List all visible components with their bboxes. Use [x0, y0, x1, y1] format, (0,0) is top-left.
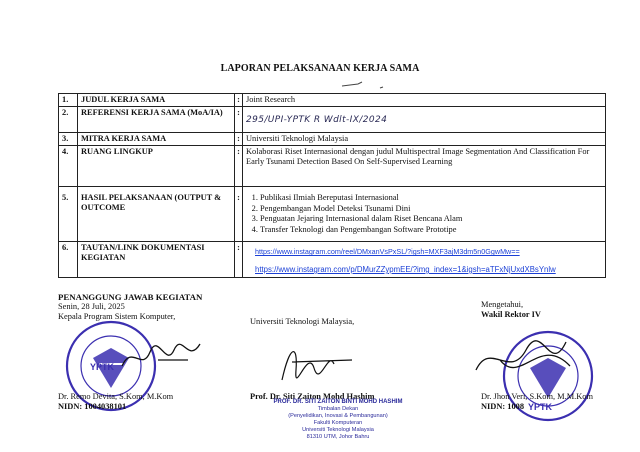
right-known: Mengetahui,	[481, 300, 524, 309]
table-row: 1. JUDUL KERJA SAMA : Joint Research	[59, 94, 606, 107]
right-signatory	[481, 392, 593, 412]
left-role: Kepala Program Sistem Komputer,	[58, 312, 176, 321]
stamp-logo-right: YPTK	[528, 402, 553, 412]
row-label: TAUTAN/LINK DOKUMENTASI KEGIATAN	[78, 242, 235, 278]
row-label: RUANG LINGKUP	[78, 146, 235, 187]
row-value: Kolaborasi Riset Internasional dengan judul Multispectral Image Segmentation And Classification For Early Tsunami Detection Based On Self-Supervised Learning	[243, 146, 606, 187]
document-title: LAPORAN PELAKSANAAN KERJA SAMA	[220, 63, 420, 74]
pen-mark-icon	[340, 78, 400, 92]
row-value: Universiti Teknologi Malaysia	[243, 133, 606, 146]
list-item: 4. Transfer Teknologi dan Pengembangan Software Prototipe	[260, 225, 602, 236]
documentation-link-2[interactable]: https://www.instagram.com/p/DMurZZypmEE/?img_index=1&igsh=aTFxNjUxdXBsYnlw	[255, 265, 556, 274]
table-row: 6. TAUTAN/LINK DOKUMENTASI KEGIATAN : https://www.instagram.com/reel/DMxanVsPxSL/?igsh=MXF3ajM3dm5n0GgwMw== https://www.instagram.com/p/DMurZZypmEE/?img_index=1&igsh=aTFxNjUxdXBsYnlw	[59, 242, 606, 278]
documentation-link-1[interactable]: https://www.instagram.com/reel/DMxanVsPxSL/?igsh=MXF3ajM3dm5n0GgwMw==	[255, 247, 520, 256]
utm-official-stamp: PROF. DR. SITI ZAITON BINTI MOHD HASHIM Timbalan Dekan (Penyelidikan, Inovasi & Pembangunan) Fakulti Komputeran Universiti Teknologi Malaysia 81310 UTM, Johor Bahru	[273, 399, 403, 440]
handwritten-reference: 295/UPI-YPTK R Wdlt-IX/2024	[246, 115, 388, 125]
right-nidn: NIDN: 1008	[481, 402, 525, 411]
list-item: 2. Pengembangan Model Deteksi Tsunami Dini	[260, 204, 602, 215]
row-label: JUDUL KERJA SAMA	[78, 94, 235, 107]
row-label: HASIL PELAKSANAAN (OUTPUT & OUTCOME	[78, 187, 235, 242]
left-nidn: NIDN: 1004038101	[58, 402, 127, 411]
stamp-logo-left: YPTK	[90, 362, 115, 372]
list-item: 1. Publikasi Ilmiah Bereputasi Internasional	[260, 193, 602, 204]
cooperation-table	[58, 93, 606, 278]
row-value: Joint Research	[243, 94, 606, 107]
left-name: Dr. Remo Devita, S.Kom, M.Kom	[58, 392, 174, 401]
right-role: Wakil Rektor IV	[481, 310, 541, 319]
left-handwritten-signature-icon	[118, 338, 208, 378]
responsible-heading: PENANGGUNG JAWAB KEGIATAN	[58, 292, 203, 302]
sign-date: Senin, 28 Juli, 2025	[58, 302, 125, 311]
middle-name: Prof. Dr. Siti Zaiton Mohd Hashim	[250, 392, 375, 401]
right-handwritten-signature-icon	[470, 330, 580, 390]
middle-handwritten-signature-icon	[272, 340, 362, 390]
list-item: 3. Penguatan Jejaring Internasional dalam Riset Bencana Alam	[260, 214, 602, 225]
middle-org: Universiti Teknologi Malaysia,	[250, 317, 355, 326]
table-row: 2. REFERENSI KERJA SAMA (MoA/IA) : 295/UPI-YPTK R Wdlt-IX/2024	[59, 107, 606, 133]
output-list	[246, 193, 602, 235]
right-name: Dr. Jhon Veri, S.Kom, M.M.Kom	[481, 392, 593, 401]
row-label: MITRA KERJA SAMA	[78, 133, 235, 146]
row-label: REFERENSI KERJA SAMA (MoA/IA)	[78, 107, 235, 133]
table-row: 5. HASIL PELAKSANAAN (OUTPUT & OUTCOME : 1. Publikasi Ilmiah Bereputasi Internasional 2. Pengembangan Model Deteksi Tsunami Dini 3. Penguatan Jejaring Internasional dalam Riset Bencana Alam 4. Transfer Teknologi dan Pengembangan Software Prototipe	[59, 187, 606, 242]
right-signature-block	[481, 300, 541, 320]
table-row: 4. RUANG LINGKUP : Kolaborasi Riset Internasional dengan judul Multispectral Image Segmentation And Classification For Early Tsunami Detection Based On Self-Supervised Learning	[59, 146, 606, 187]
table-row: 3. MITRA KERJA SAMA : Universiti Teknologi Malaysia	[59, 133, 606, 146]
left-signatory	[58, 392, 173, 412]
